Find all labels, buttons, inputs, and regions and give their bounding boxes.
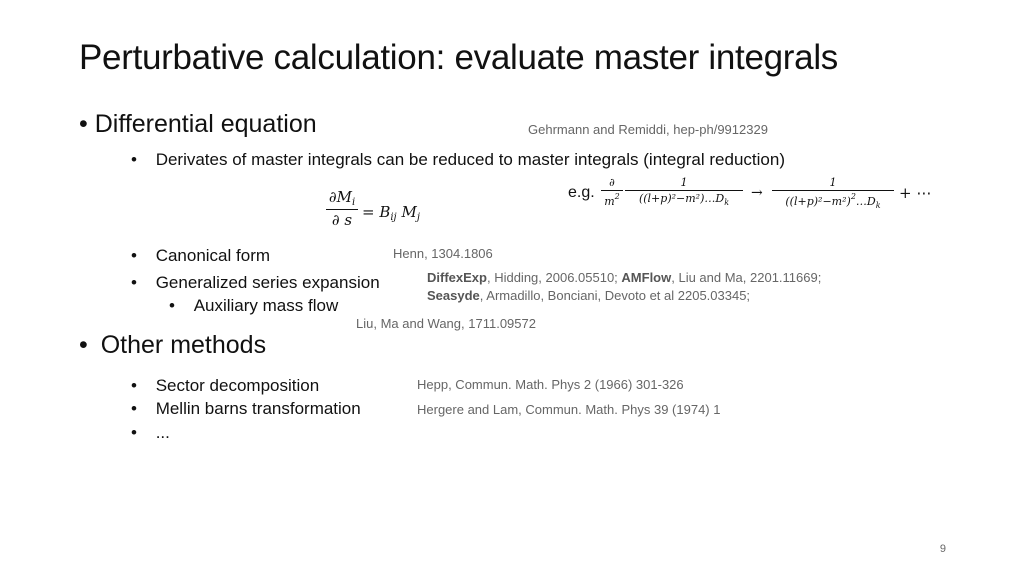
ref-series-line-2: [427, 288, 750, 303]
sub-bullet: •: [131, 376, 137, 395]
ex-f2-num: 1: [829, 176, 837, 189]
example-derivative: [601, 176, 623, 208]
ref-liu-ma-wang: Liu, Ma and Wang, 1711.09572: [356, 316, 536, 331]
ex-f2-den-sub: k: [875, 201, 881, 210]
section-label: Other methods: [100, 331, 267, 359]
item-sector-decomposition: [131, 376, 319, 396]
sub-bullet: •: [169, 296, 175, 315]
ex-f2-den-sup: 2: [850, 192, 856, 201]
eq-rhs-sub: ij: [390, 212, 397, 223]
section-label: Differential equation: [94, 110, 317, 138]
item-text: Generalized series expansion: [155, 273, 380, 292]
item-text: Auxiliary mass flow: [193, 296, 339, 315]
example-tail: + ⋯: [899, 184, 932, 202]
eq-num-sub: i: [351, 197, 356, 208]
item-integral-reduction: [131, 150, 785, 170]
ex-f2-den: ((l+p)²−m²): [785, 195, 851, 208]
ref-hepp: Hepp, Commun. Math. Phys 2 (1966) 301-326: [417, 377, 684, 392]
ref-gehrmann: Gehrmann and Remiddi, hep-ph/9912329: [528, 122, 768, 137]
eq-rhs-m: M: [396, 203, 417, 221]
item-text: Canonical form: [155, 246, 271, 265]
eq-num: ∂M: [328, 188, 352, 206]
item-text: Sector decomposition: [155, 376, 320, 395]
ref-amflow-text: , Liu and Ma, 2201.11669;: [671, 270, 822, 285]
ex-f1-den-sub: k: [724, 198, 730, 207]
fraction-bar: [625, 190, 743, 191]
sub-bullet: •: [131, 399, 137, 418]
ex-f1-num: 1: [680, 176, 688, 189]
example-fraction-2: [772, 176, 894, 210]
item-text: Derivates of master integrals can be reduced to master integrals (integral reduction): [155, 150, 785, 169]
ref-amflow: AMFlow: [621, 270, 672, 285]
equation-rhs: [362, 203, 420, 223]
sub-bullet: •: [131, 273, 137, 292]
ex-d-den-sup: 2: [614, 192, 620, 201]
item-mellin-barns: [131, 399, 361, 419]
example-arrow: →: [751, 185, 763, 201]
fraction-bar: [326, 209, 358, 210]
ref-diffexexp: DiffexExp: [427, 270, 487, 285]
item-ellipsis: [131, 423, 170, 443]
ref-seasyde-text: , Armadillo, Bonciani, Devoto et al 2205.03345;: [479, 288, 751, 303]
item-canonical-form: [131, 246, 270, 266]
eq-rhs-eq: = B: [362, 203, 391, 221]
section-other-methods: [79, 331, 266, 360]
eq-rhs-m-sub: j: [416, 212, 420, 223]
item-auxiliary-mass-flow: [169, 296, 338, 316]
ref-hergere: Hergere and Lam, Commun. Math. Phys 39 (1974) 1: [417, 402, 721, 417]
item-text: Mellin barns transformation: [155, 399, 361, 418]
ref-henn: Henn, 1304.1806: [393, 246, 493, 261]
equation-lhs-fraction: [326, 188, 358, 229]
page-number: 9: [939, 543, 946, 555]
ref-series-line-1: [427, 270, 821, 285]
sub-bullet: •: [131, 150, 137, 169]
item-text: ...: [155, 423, 170, 442]
sub-bullet: •: [131, 423, 137, 442]
ex-d-num: ∂: [609, 176, 615, 189]
ex-f2-den-tail: …D: [855, 195, 876, 208]
example-fraction-1: [625, 176, 743, 207]
slide-title: Perturbative calculation: evaluate master integrals: [79, 38, 838, 77]
ex-f1-den: ((l+p)²−m²)…D: [638, 192, 725, 205]
example-prefix: e.g.: [568, 184, 595, 201]
fraction-bar: [772, 190, 894, 191]
eq-den: ∂ s: [331, 211, 353, 229]
section-differential-equation: [79, 110, 317, 139]
ref-seasyde: Seasyde: [427, 288, 480, 303]
bullet: •: [79, 110, 88, 138]
ex-d-den: m: [604, 195, 615, 208]
bullet: •: [79, 331, 88, 359]
sub-bullet: •: [131, 246, 137, 265]
item-series-expansion: [131, 273, 380, 293]
fraction-bar: [601, 190, 623, 191]
ref-diffexexp-text: , Hidding, 2006.05510;: [486, 270, 622, 285]
